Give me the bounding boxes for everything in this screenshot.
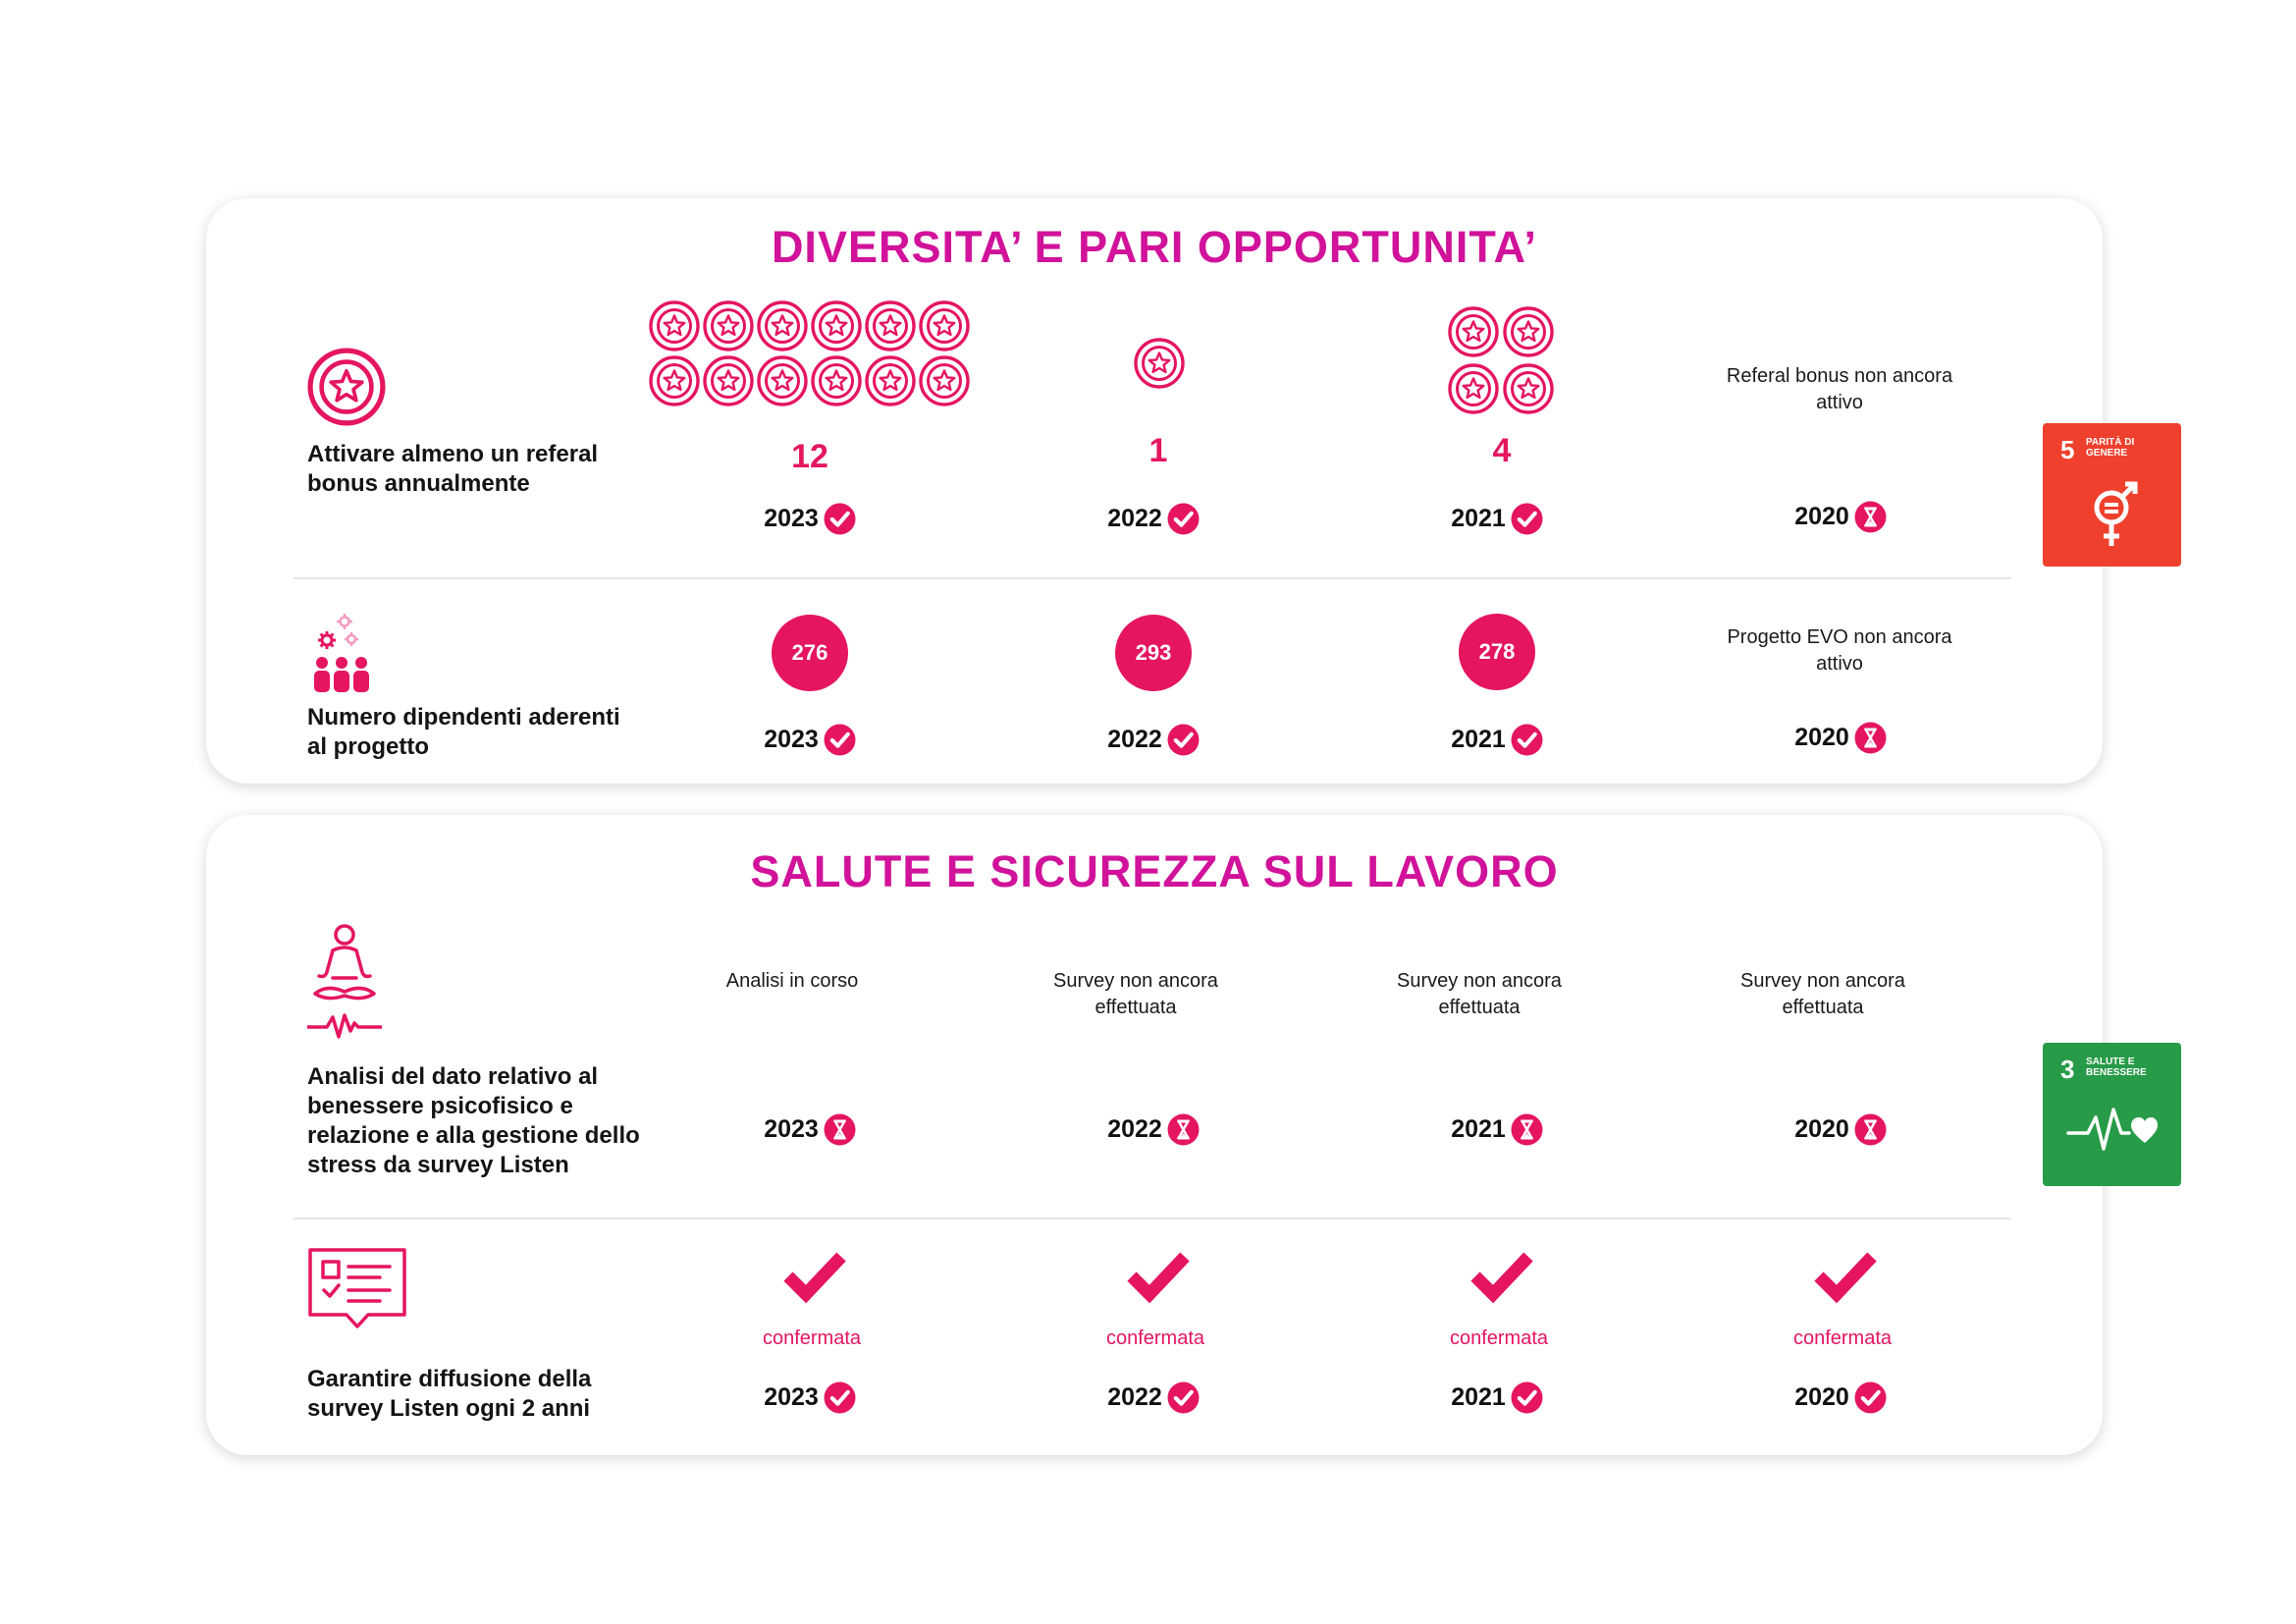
year-status-2021 (1428, 720, 1566, 759)
year-label: 2020 (1794, 1114, 1849, 1143)
diversity-card (206, 198, 2103, 784)
row-label-benessere: Analisi del dato relativo al benessere psicofisico e relazione e alla gestione dello stress da survey Listen (307, 1063, 640, 1178)
section-title: SALUTE E SICUREZZA SUL LAVORO (750, 846, 1559, 896)
sdg5-tile (2043, 423, 2181, 567)
star-badge-icon (307, 348, 386, 426)
big-check-icon (1468, 1247, 1536, 1306)
hourglass-icon (1854, 1113, 1887, 1146)
year-label: 2022 (1107, 725, 1162, 753)
year-status-2020 (1772, 497, 1909, 536)
confirmed-2020: confermata (1792, 1327, 1893, 1349)
year-label: 2022 (1107, 1114, 1162, 1143)
year-label: 2020 (1794, 1382, 1849, 1411)
year-status-2023 (741, 720, 879, 759)
value-2021: 4 (1492, 432, 1512, 469)
year-label: 2023 (764, 1382, 819, 1411)
health-safety-card (206, 815, 2103, 1455)
year-status-2020 (1772, 718, 1909, 757)
check-icon (824, 724, 856, 756)
check-icon (1511, 503, 1543, 535)
year-status-2023 (741, 1378, 879, 1417)
year-label: 2022 (1107, 504, 1162, 532)
sdg-number: 3 (2060, 1055, 2075, 1084)
hourglass-icon (1511, 1113, 1543, 1146)
year-status-2021 (1428, 1110, 1566, 1149)
year-status-2021 (1428, 1378, 1566, 1417)
confirmed-2022: confermata (1105, 1327, 1205, 1349)
sdg-title: PARITÀ DI GENERE (2086, 437, 2135, 459)
note-2020-evo: Progetto EVO non ancora attivo (1727, 626, 1952, 675)
badge-group-2022 (1134, 338, 1185, 389)
year-status-2021 (1428, 499, 1566, 538)
year-status-2023 (741, 1110, 879, 1149)
value-bubble-2021: 278 (1459, 614, 1535, 690)
sdg3-tile (2043, 1043, 2181, 1186)
check-icon (1511, 724, 1543, 756)
row-divider (294, 577, 2011, 579)
row-label-dipendenti: Numero dipendenti aderenti al progetto (307, 704, 620, 760)
row-label-diffusione: Garantire diffusione della survey Listen ogni 2 anni (307, 1366, 592, 1422)
check-icon (1167, 1381, 1200, 1414)
hourglass-icon (1167, 1113, 1200, 1146)
survey-checklist-icon (307, 1247, 407, 1333)
note-2020: Survey non ancora effettuata (1740, 970, 1905, 1018)
big-check-icon (1811, 1247, 1880, 1306)
hourglass-icon (1854, 501, 1887, 533)
value-bubble-2023: 276 (772, 615, 848, 691)
check-icon (824, 503, 856, 535)
year-status-2020 (1772, 1378, 1909, 1417)
sdg-number: 5 (2060, 435, 2075, 464)
note-2021: Survey non ancora effettuata (1397, 970, 1562, 1018)
value-2022: 1 (1148, 432, 1168, 469)
year-label: 2021 (1451, 725, 1506, 753)
year-label: 2023 (764, 504, 819, 532)
check-icon (824, 1381, 856, 1414)
section-title: DIVERSITA’ E PARI OPPORTUNITA’ (771, 222, 1538, 272)
year-status-2023 (741, 499, 879, 538)
team-gears-icon (307, 611, 376, 693)
check-icon (1167, 503, 1200, 535)
year-status-2022 (1085, 720, 1222, 759)
year-label: 2021 (1451, 504, 1506, 532)
year-status-2022 (1085, 1110, 1222, 1149)
check-icon (1167, 724, 1200, 756)
hourglass-icon (1854, 722, 1887, 754)
note-2020-referal: Referal bonus non ancora attivo (1726, 365, 1953, 413)
check-icon (1511, 1381, 1543, 1414)
heartbeat-icon (2066, 1104, 2159, 1159)
note-2023: Analisi in corso (725, 970, 859, 992)
big-check-icon (1124, 1247, 1193, 1306)
confirmed-2023: confermata (762, 1327, 862, 1349)
year-label: 2021 (1451, 1114, 1506, 1143)
year-label: 2023 (764, 1114, 819, 1143)
big-check-icon (780, 1247, 849, 1306)
meditation-icon (307, 921, 382, 1047)
year-status-2022 (1085, 499, 1222, 538)
row-divider (294, 1218, 2011, 1219)
sdg-title: SALUTE E BENESSERE (2086, 1056, 2147, 1078)
year-label: 2023 (764, 725, 819, 753)
year-label: 2020 (1794, 723, 1849, 751)
row-label-referal: Attivare almeno un referal bonus annualmente (307, 441, 599, 497)
value-2023: 12 (791, 438, 828, 475)
confirmed-2021: confermata (1449, 1327, 1549, 1349)
note-2022: Survey non ancora effettuata (1053, 970, 1218, 1018)
year-label: 2021 (1451, 1382, 1506, 1411)
gender-equality-icon (2086, 474, 2143, 553)
check-icon (1854, 1381, 1887, 1414)
hourglass-icon (824, 1113, 856, 1146)
year-status-2020 (1772, 1110, 1909, 1149)
value-bubble-2022: 293 (1115, 615, 1192, 691)
year-status-2022 (1085, 1378, 1222, 1417)
year-label: 2020 (1794, 502, 1849, 530)
year-label: 2022 (1107, 1382, 1162, 1411)
